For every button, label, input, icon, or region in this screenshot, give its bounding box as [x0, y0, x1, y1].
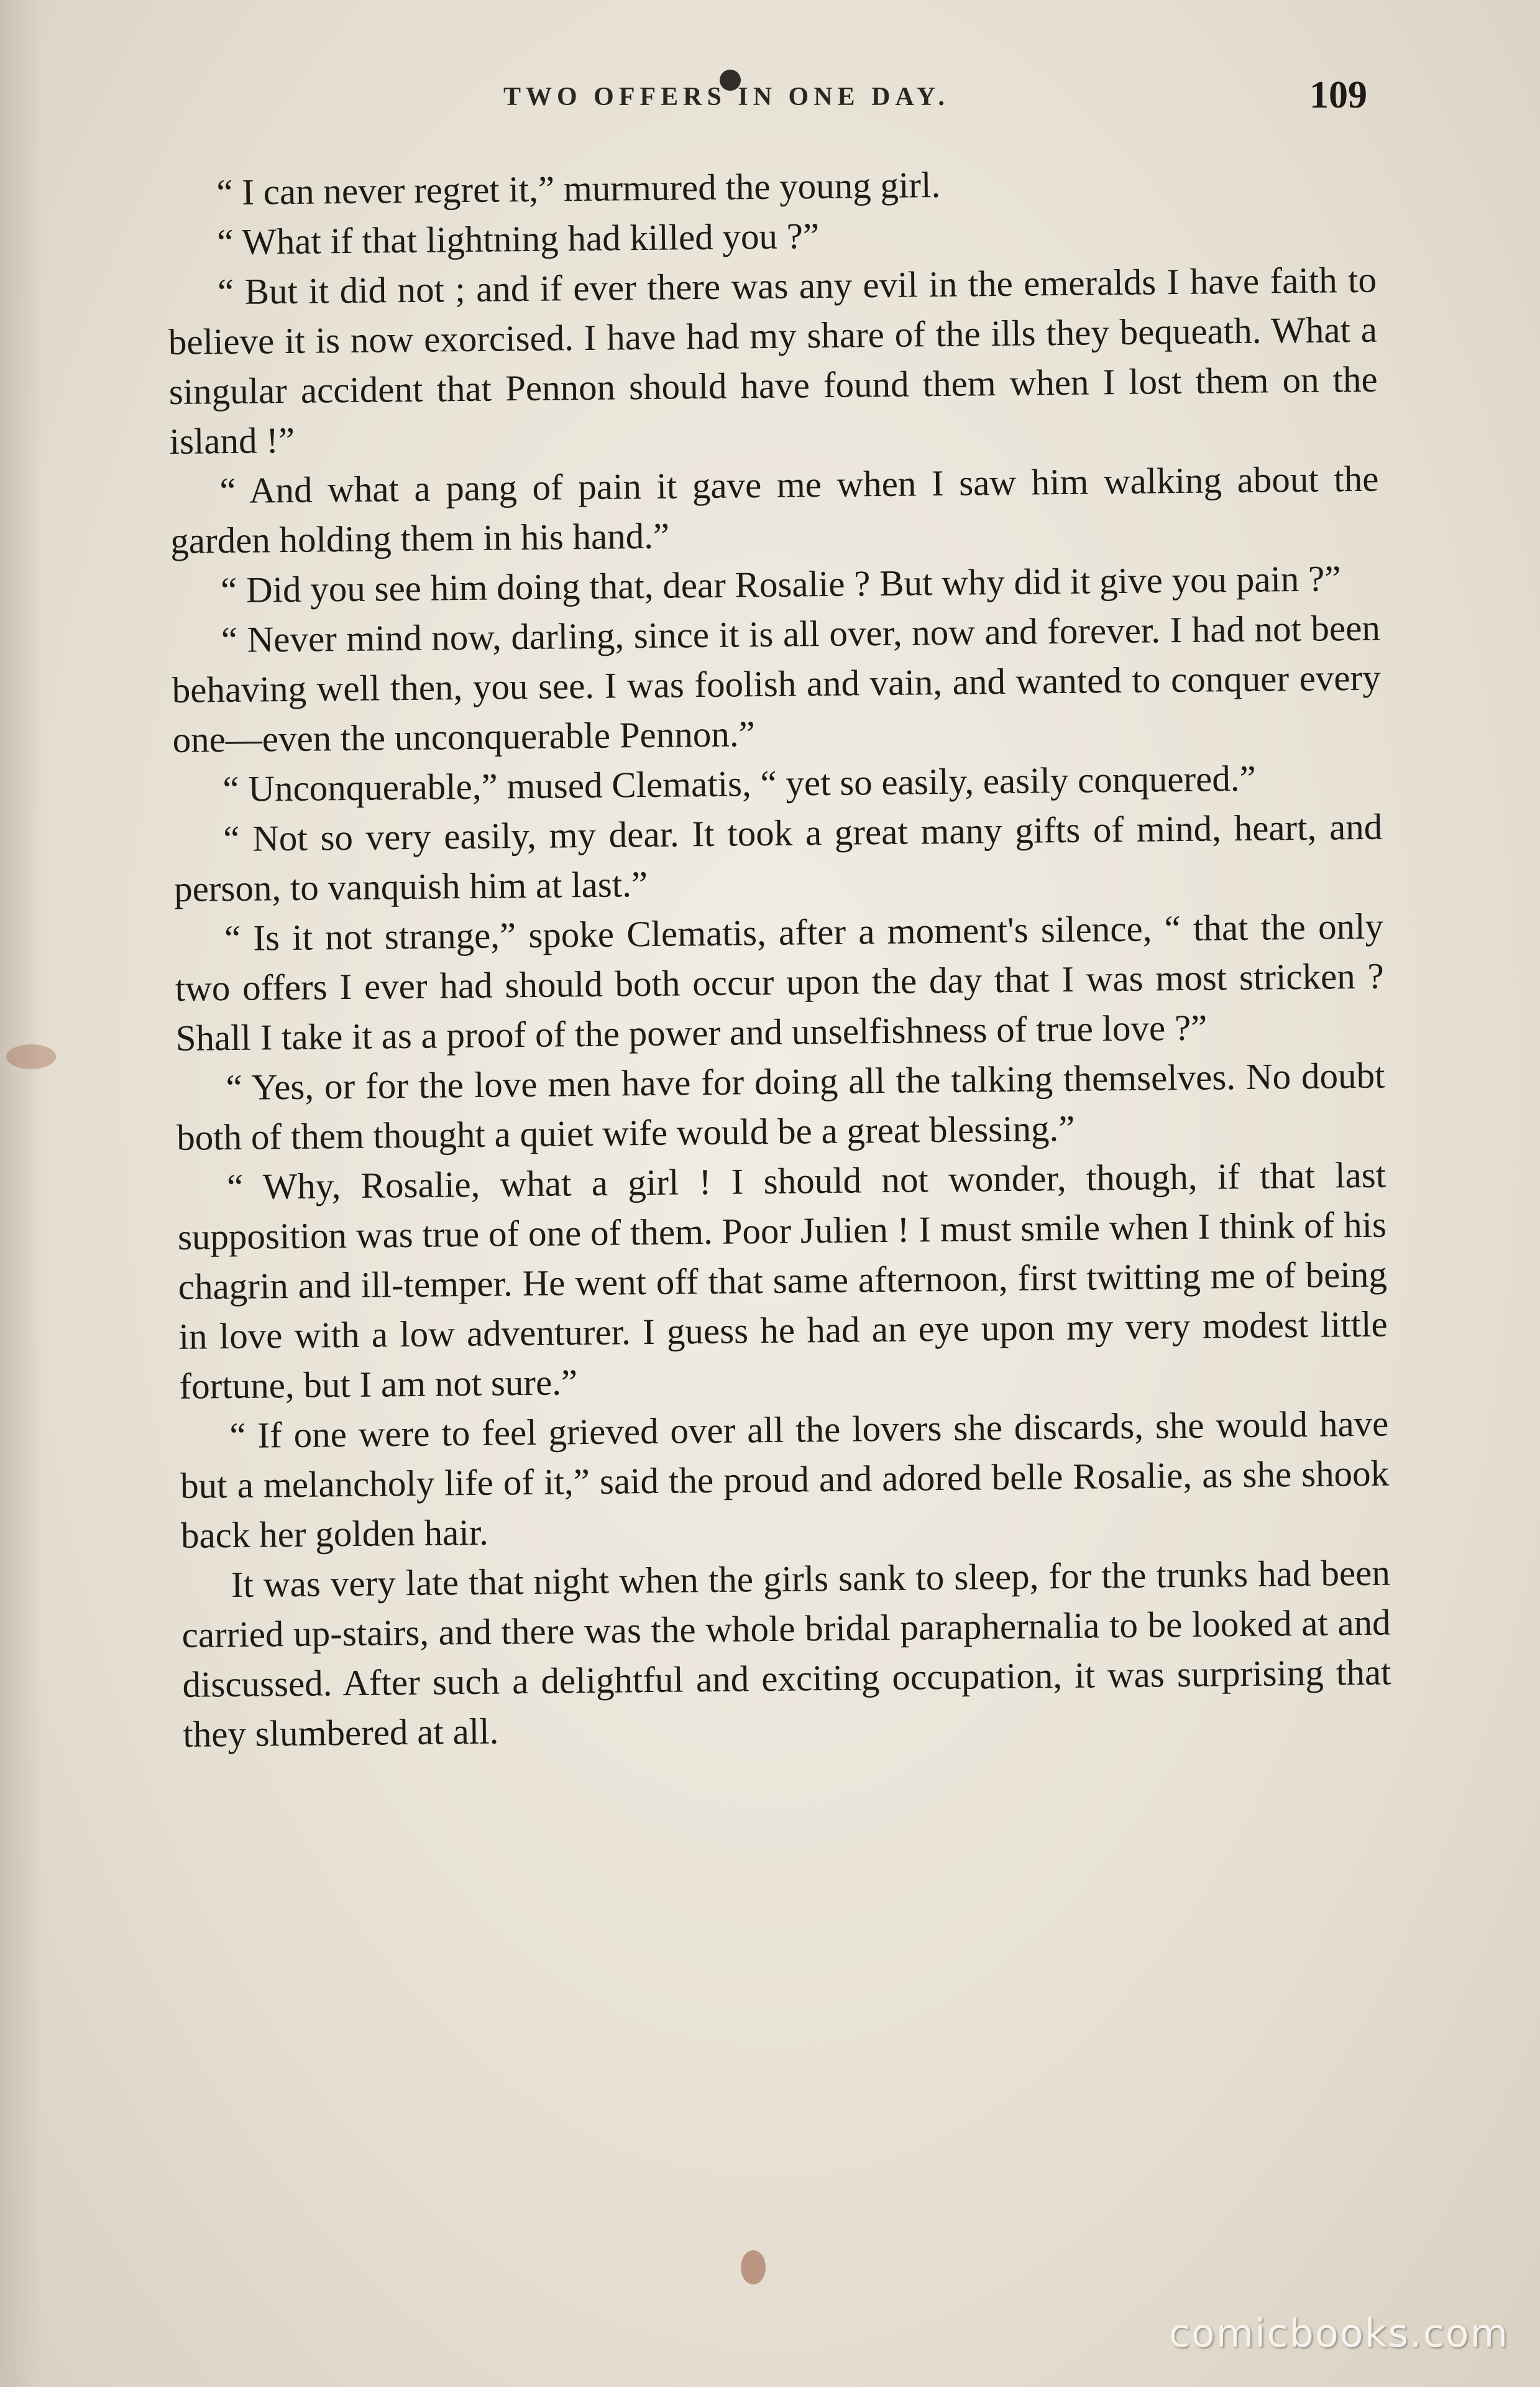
page-header [168, 73, 1367, 123]
page-edge-shadow [0, 0, 44, 2387]
paragraph: It was very late that night when the girls sank to sleep, for the trunks had been carried up-stairs, and there was the whole bridal paraphernalia to be looked at and discussed. After such a delightful and exciting occupation, it was surprising that they slumbered at all. [181, 1552, 1391, 1755]
page-number: 109 [1309, 74, 1367, 116]
paragraph: “ Why, Rosalie, what a girl ! I should not wonder, though, if that last supposition was true of one of them. Poor Julien ! I must smile when I think of his chagrin and ill-temper. He went off that same afternoon, first twitting me of being in love with a low adventurer. I guess he had an eye upon my very modest little fortune, but I am not sure.” [177, 1154, 1388, 1407]
paragraph: “ I can never regret it,” murmured the young girl. [216, 163, 941, 213]
paragraph: “ What if that lightning had killed you ?” [216, 215, 820, 263]
paragraph: “ And what a pang of pain it gave me when I saw him walking about the garden holding them in his hand.” [170, 458, 1379, 561]
watermark: comicbooks.com [1168, 2311, 1509, 2356]
stain-mark-left [6, 1044, 56, 1069]
paragraph: “ Yes, or for the love men have for doing all the talking themselves. No doubt both of them thought a quiet wife would be a great blessing.” [176, 1054, 1385, 1158]
paragraph: “ Not so very easily, my dear. It took a great many gifts of mind, heart, and person, to vanquish him at last.” [173, 806, 1383, 909]
body-text [167, 155, 1392, 1759]
paragraph: “ Is it not strange,” spoke Clematis, after a moment's silence, “ that the only two offers I ever had should both occur upon the day that I was most stricken ? Shall I take it as a proof of the power and unselfishness of true love ?” [175, 905, 1385, 1059]
paragraph: “ Never mind now, darling, since it is all over, now and forever. I had not been behaving well then, you see. I was foolish and vain, and wanted to conquer every one—even the unconquerable Pennon.” [172, 607, 1382, 760]
paragraph: “ If one were to feel grieved over all the lovers she discards, she would have but a melancholy life of it,” said the proud and adored belle Rosalie, as she shook back her golden hair. [180, 1402, 1390, 1556]
paragraph: “ Unconquerable,” mused Clematis, “ yet so easily, easily conquered.” [222, 757, 1257, 810]
paragraph: “ But it did not ; and if ever there was any evil in the emeralds I have faith to believe it is now exorcised. I have had my share of the ills they bequeath. What a singular accident that Pennon should have found them when I lost them on the island !” [168, 259, 1378, 462]
paragraph: “ Did you see him doing that, dear Rosalie ? But why did it give you pain ?” [220, 558, 1341, 611]
stain-mark-top [741, 2250, 766, 2284]
running-head: TWO OFFERS IN ONE DAY. [503, 83, 950, 111]
